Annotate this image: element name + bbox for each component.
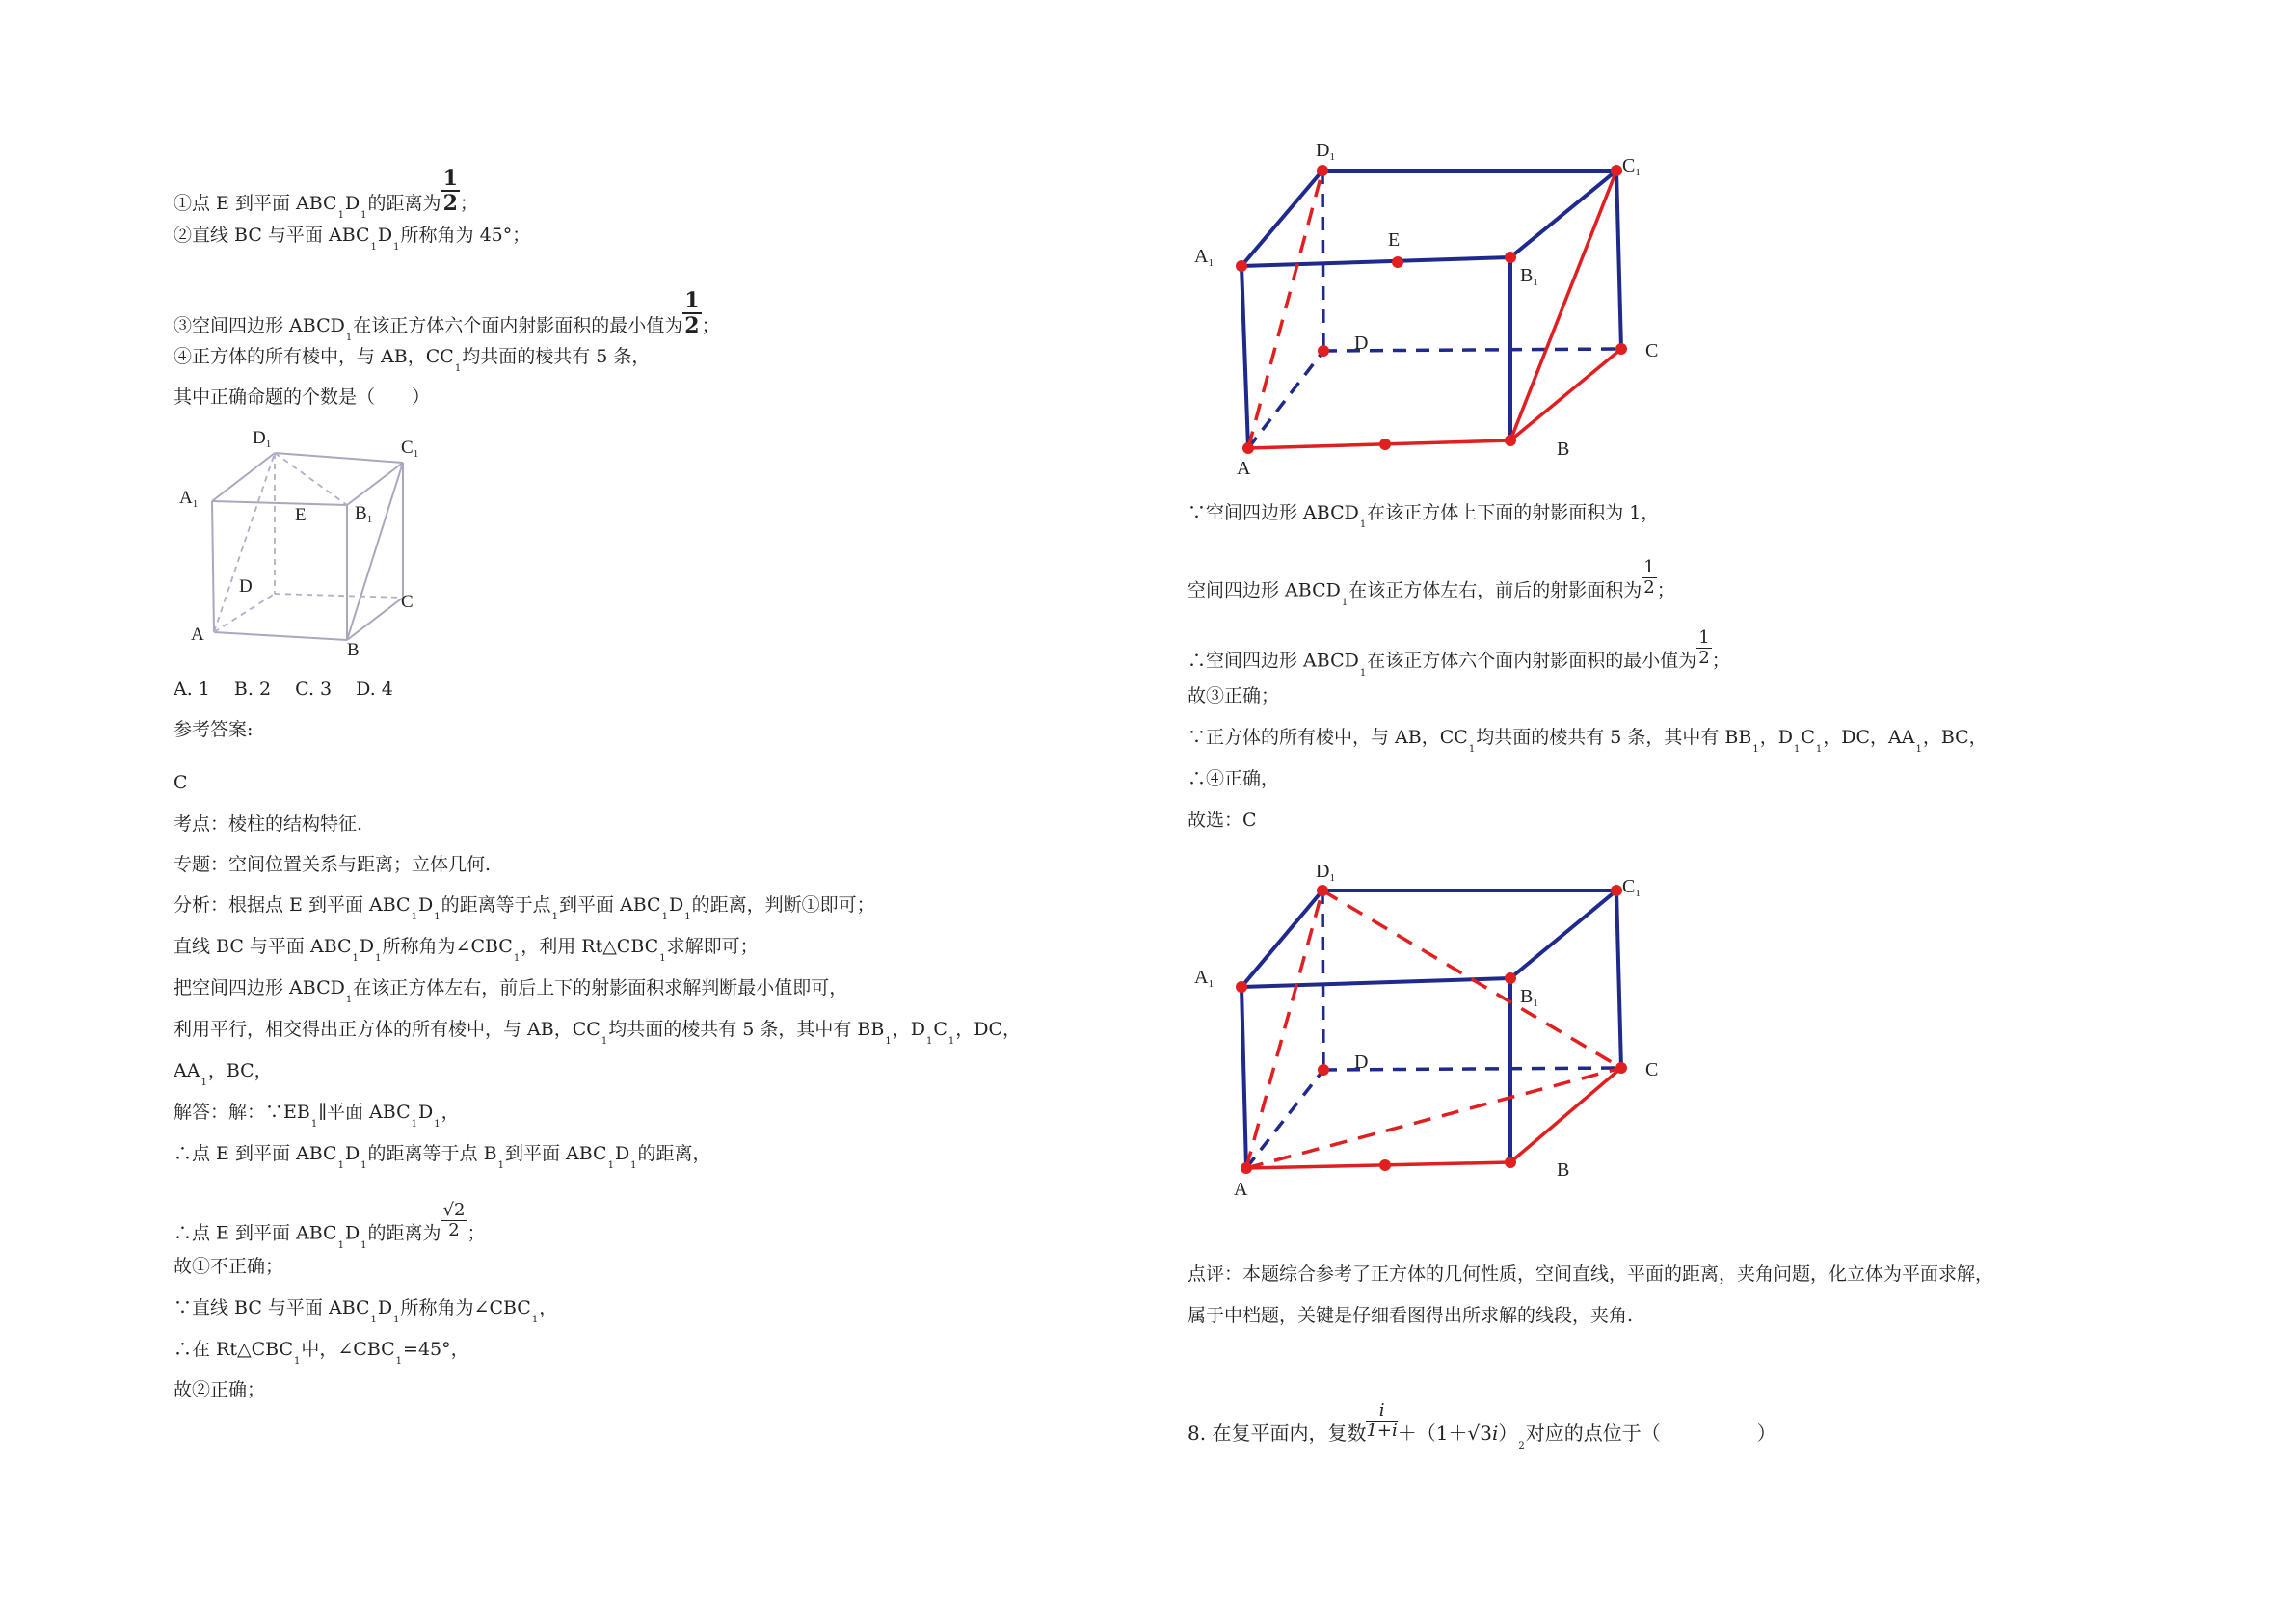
text: 的距离，判断①即可；	[691, 894, 875, 916]
text: 直线 BC 与平面 ABC	[174, 936, 352, 957]
label-b: B	[1557, 1159, 1570, 1181]
text: D	[417, 1102, 434, 1123]
text: ∵正方体的所有棱中，与 AB，CC	[1188, 727, 1468, 748]
subscript: 1	[393, 242, 400, 253]
subscript: 1	[513, 953, 521, 964]
vertex	[1505, 252, 1516, 263]
text: ，利用 Rt△CBC	[521, 936, 659, 957]
hidden-edge	[275, 453, 347, 505]
numerator: 1	[442, 166, 458, 191]
text: ∵空间四边形 ABCD	[1188, 502, 1359, 523]
denominator: 2	[684, 313, 700, 338]
label-c1: $C_1$	[401, 438, 419, 460]
reasoning-6: ∴④正确，	[1188, 768, 1280, 789]
label-e: E	[295, 505, 307, 525]
subscript: 1	[630, 1160, 637, 1171]
text: =45°，	[403, 1339, 469, 1360]
edge	[347, 463, 403, 505]
label-d: D	[239, 576, 253, 597]
text: ；	[701, 315, 720, 336]
subscript: 1	[1793, 744, 1801, 755]
numerator: √2	[442, 1200, 466, 1220]
edge	[1241, 257, 1510, 266]
hidden-edge	[275, 594, 403, 598]
label-d: D	[1354, 1051, 1369, 1073]
text: D	[344, 1222, 360, 1244]
label-a: A	[1234, 1179, 1248, 1200]
text: AA	[174, 1060, 200, 1081]
label-e: E	[1388, 229, 1401, 251]
solution-6	[174, 1338, 469, 1365]
subscript: 1	[200, 1078, 207, 1088]
analysis-3	[174, 976, 847, 1003]
denominator: 1+i	[1366, 1421, 1398, 1441]
text: ，BC，	[1922, 727, 1988, 748]
reasoning-4: 故③正确；	[1188, 685, 1280, 706]
label-b: B	[347, 640, 360, 660]
hidden-edge	[1322, 891, 1323, 1070]
vertex	[1241, 1162, 1252, 1174]
text: ，D	[892, 1019, 925, 1040]
hidden-edge	[214, 594, 275, 632]
subscript: 1	[411, 912, 417, 922]
hidden-edge	[1248, 351, 1323, 448]
subscript: 1	[434, 912, 441, 922]
text: 的距离等于点	[441, 894, 551, 916]
vertex	[1392, 256, 1403, 268]
numerator: i	[1366, 1401, 1397, 1422]
text: ）	[1498, 1422, 1518, 1445]
text: ＋（1＋	[1397, 1422, 1468, 1445]
label-c1: $C_1$	[1622, 155, 1641, 178]
text: 对应的点位于（ ）	[1525, 1422, 1776, 1445]
vertex	[1505, 972, 1516, 984]
hidden-edge	[1322, 171, 1323, 351]
edge	[1241, 987, 1246, 1168]
denominator: 2	[448, 1220, 460, 1240]
subscript: 1	[607, 1160, 614, 1171]
solution-4: 故①不正确；	[174, 1256, 284, 1277]
red-edge	[1246, 1162, 1510, 1168]
text: 所称角为∠CBC	[400, 1297, 531, 1318]
vertex	[1317, 885, 1328, 896]
subscript: 1	[345, 995, 353, 1005]
label-c: C	[1645, 1059, 1659, 1080]
label-c1: $C_1$	[1622, 876, 1641, 899]
subscript: 1	[601, 1036, 608, 1047]
text: D	[614, 1143, 630, 1164]
solution-1	[174, 1101, 460, 1128]
text: ③空间四边形 ABCD	[174, 315, 345, 336]
statement-3	[174, 288, 720, 351]
reasoning-5	[1188, 726, 1988, 753]
vertex	[1379, 439, 1391, 450]
numerator: 1	[1643, 557, 1655, 577]
subscript: 1	[1468, 744, 1476, 755]
subscript: 1	[360, 1160, 367, 1171]
text: 求解即可；	[666, 936, 759, 957]
question-8	[1188, 1400, 1776, 1454]
edge	[1241, 978, 1510, 987]
text: 在该正方体上下面的射影面积为 1，	[1367, 502, 1660, 523]
label-d1: $D_1$	[1316, 140, 1335, 163]
subscript: 1	[434, 1119, 441, 1130]
text: C	[1801, 727, 1815, 748]
text: ②直线 BC 与平面 ABC	[174, 225, 370, 246]
numerator: 1	[1698, 627, 1710, 648]
statement-4	[174, 345, 650, 372]
text: ，	[441, 1102, 460, 1123]
vertex	[1505, 1157, 1516, 1168]
text: ；	[1656, 579, 1675, 601]
analysis-2	[174, 935, 759, 962]
comment-2: 属于中档题，关键是仔细看图得出所求解的线段，夹角.	[1188, 1305, 1634, 1326]
label-a: A	[1237, 458, 1251, 479]
text: ；	[1711, 650, 1730, 672]
text: ∥平面 ABC	[318, 1102, 411, 1123]
reasoning-1	[1188, 501, 1659, 528]
subscript: 1	[551, 912, 558, 922]
label-a: A	[191, 625, 204, 645]
subscript: 1	[370, 1315, 377, 1325]
label-d: D	[1354, 333, 1369, 354]
text: D	[668, 894, 684, 916]
text: D	[344, 193, 360, 214]
zhuanti: 专题：空间位置关系与距离；立体几何.	[174, 854, 492, 875]
exponent: 2	[1518, 1441, 1525, 1451]
subscript: 1	[1752, 744, 1759, 755]
subscript: 1	[293, 1356, 301, 1367]
fraction	[1366, 1401, 1397, 1441]
label-a1: $A_1$	[1194, 246, 1214, 269]
text: ；	[459, 193, 478, 214]
label-b1: $B_1$	[1520, 265, 1538, 288]
text: ；	[467, 1222, 486, 1244]
edge	[275, 453, 403, 463]
label-b: B	[1557, 439, 1570, 460]
text: 把空间四边形 ABCD	[174, 977, 345, 998]
subscript: 1	[1341, 597, 1348, 608]
solution-3	[174, 1200, 486, 1254]
text: 到平面 ABC	[558, 894, 661, 916]
vertex	[1317, 165, 1328, 176]
vertex	[1318, 345, 1329, 357]
subscript: 1	[360, 1239, 367, 1251]
red-dashed-edge	[1322, 891, 1621, 1068]
text: ，BC，	[207, 1060, 273, 1081]
sqrt-3: √3	[1467, 1422, 1492, 1445]
text: ∴点 E 到平面 ABC	[174, 1222, 337, 1244]
subscript: 1	[661, 912, 668, 922]
text: D	[359, 936, 375, 957]
fraction	[682, 289, 701, 337]
edge	[1241, 266, 1248, 448]
edge	[1616, 891, 1621, 1068]
subscript: 1	[684, 912, 691, 922]
vertex	[1318, 1064, 1329, 1076]
text: 均共面的棱共有 5 条，其中有 BB	[1476, 727, 1752, 748]
text: 所称角为 45°；	[400, 225, 531, 246]
edge	[212, 501, 347, 505]
text: C	[933, 1019, 948, 1040]
denominator: 2	[442, 191, 458, 216]
text: D	[344, 1143, 360, 1164]
cube-figure-1	[174, 420, 443, 661]
analysis-5	[174, 1059, 273, 1086]
subscript: 1	[352, 953, 359, 964]
subscript: 1	[454, 363, 462, 374]
text: 在该正方体左右，前后的射影面积为	[1348, 579, 1642, 601]
answer-heading: 参考答案:	[174, 719, 254, 740]
label-c: C	[401, 592, 414, 612]
red-dashed-edge	[1246, 891, 1322, 1168]
subscript: 1	[925, 1036, 933, 1047]
text: ∴空间四边形 ABCD	[1188, 650, 1359, 672]
fraction	[1642, 558, 1656, 598]
text: 在该正方体左右，前后上下的射影面积求解判断最小值即可，	[353, 977, 848, 998]
text: D	[377, 1297, 393, 1318]
text: 解答：解：∵EB	[174, 1102, 310, 1123]
label-c: C	[1645, 340, 1659, 361]
text: 的距离等于点 B	[367, 1143, 497, 1164]
subscript: 1	[375, 953, 382, 964]
subscript: 1	[337, 1239, 344, 1251]
subscript: 1	[370, 242, 377, 253]
vertex	[1236, 981, 1247, 993]
solution-7: 故②正确；	[174, 1379, 266, 1400]
text: 均共面的棱共有 5 条，	[462, 346, 651, 367]
label-a1: $A_1$	[1194, 967, 1214, 990]
vertex	[1242, 442, 1254, 454]
text: 分析：根据点 E 到平面 ABC	[174, 894, 411, 916]
text: ④正方体的所有棱中，与 AB，CC	[174, 346, 454, 367]
hidden-edge	[214, 453, 275, 632]
red-edge	[1510, 171, 1616, 440]
imaginary-unit: i	[1491, 1422, 1499, 1445]
vertex	[1611, 165, 1622, 176]
text: 空间四边形 ABCD	[1188, 579, 1341, 601]
denominator: 2	[1698, 648, 1710, 668]
edge	[212, 453, 275, 501]
answer-value: C	[174, 772, 188, 793]
label-a1: $A_1$	[179, 488, 199, 510]
text: 利用平行，相交得出正方体的所有棱中，与 AB，CC	[174, 1019, 601, 1040]
text: 所称角为∠CBC	[382, 936, 513, 957]
text: ，D	[1759, 727, 1793, 748]
text: ∴点 E 到平面 ABC	[174, 1143, 337, 1164]
edge	[1616, 171, 1621, 349]
text: ，DC，AA	[1823, 727, 1915, 748]
fraction	[441, 167, 460, 215]
label-b1: $B_1$	[1520, 986, 1538, 1009]
subscript: 1	[531, 1315, 539, 1325]
edge	[1510, 891, 1616, 978]
comment-1: 点评：本题综合参考了正方体的几何性质，空间直线，平面的距离，夹角问题，化立体为平面求解，	[1188, 1264, 1994, 1285]
vertex	[1615, 1062, 1627, 1074]
text: 8. 在复平面内，复数	[1188, 1422, 1367, 1445]
text: 的距离，	[637, 1143, 711, 1164]
subscript: 1	[885, 1036, 892, 1047]
subscript: 1	[411, 1119, 417, 1130]
question-prompt: 其中正确命题的个数是（ ）	[174, 386, 431, 408]
numerator: 1	[684, 288, 700, 313]
text: 到平面 ABC	[504, 1143, 607, 1164]
analysis-1	[174, 893, 875, 920]
vertex	[1379, 1159, 1391, 1171]
solution-5	[174, 1296, 557, 1323]
solution-2	[174, 1142, 711, 1169]
cube-figure-2	[1181, 135, 1682, 482]
reasoning-7: 故选：C	[1188, 810, 1257, 831]
text: D	[377, 225, 393, 246]
kaodian: 考点：棱柱的结构特征.	[174, 813, 363, 835]
text: ∵直线 BC 与平面 ABC	[174, 1297, 370, 1318]
subscript: 1	[1915, 744, 1922, 755]
text: 中，∠CBC	[301, 1339, 395, 1360]
subscript: 1	[948, 1036, 955, 1047]
subscript: 1	[310, 1119, 318, 1130]
subscript: 1	[1815, 744, 1823, 755]
subscript: 1	[345, 333, 353, 343]
label-d1: $D_1$	[1316, 861, 1335, 884]
subscript: 1	[337, 210, 344, 221]
edge	[212, 501, 214, 632]
denominator: 2	[1643, 577, 1655, 598]
subscript: 1	[337, 1160, 344, 1171]
subscript: 1	[659, 953, 666, 964]
text: ，	[539, 1297, 558, 1318]
reasoning-3	[1188, 627, 1730, 681]
fraction	[441, 1201, 467, 1240]
edge	[347, 463, 403, 640]
vertex	[1236, 260, 1247, 272]
subscript: 1	[395, 1356, 403, 1367]
text: ①点 E 到平面 ABC	[174, 193, 337, 214]
hidden-edge	[1246, 1070, 1323, 1168]
vertex	[1615, 343, 1627, 355]
label-b1: $B_1$	[355, 503, 373, 525]
subscript: 1	[393, 1315, 400, 1325]
reasoning-2	[1188, 557, 1675, 611]
vertex	[1611, 885, 1622, 896]
subscript: 1	[360, 210, 367, 221]
edge	[214, 632, 347, 640]
statement-1	[174, 166, 478, 228]
fraction	[1696, 628, 1711, 668]
cube-figure-3	[1181, 848, 1682, 1205]
edge	[347, 598, 403, 640]
statement-2	[174, 224, 530, 251]
subscript: 1	[1359, 667, 1367, 678]
subscript: 1	[497, 1160, 504, 1171]
text: 在该正方体六个面内射影面积的最小值为	[1367, 650, 1697, 672]
label-d1: $D_1$	[253, 428, 272, 450]
answer-options: A. 1 B. 2 C. 3 D. 4	[174, 678, 393, 700]
text: 均共面的棱共有 5 条，其中有 BB	[608, 1019, 885, 1040]
analysis-4	[174, 1018, 1021, 1045]
text: 在该正方体六个面内射影面积的最小值为	[353, 315, 683, 336]
vertex	[1505, 435, 1516, 446]
text: ，DC，	[955, 1019, 1022, 1040]
text: D	[417, 894, 434, 916]
text: 的距离为	[367, 1222, 441, 1244]
text: ∴在 Rt△CBC	[174, 1339, 293, 1360]
text: 的距离为	[367, 193, 441, 214]
subscript: 1	[1359, 519, 1367, 530]
